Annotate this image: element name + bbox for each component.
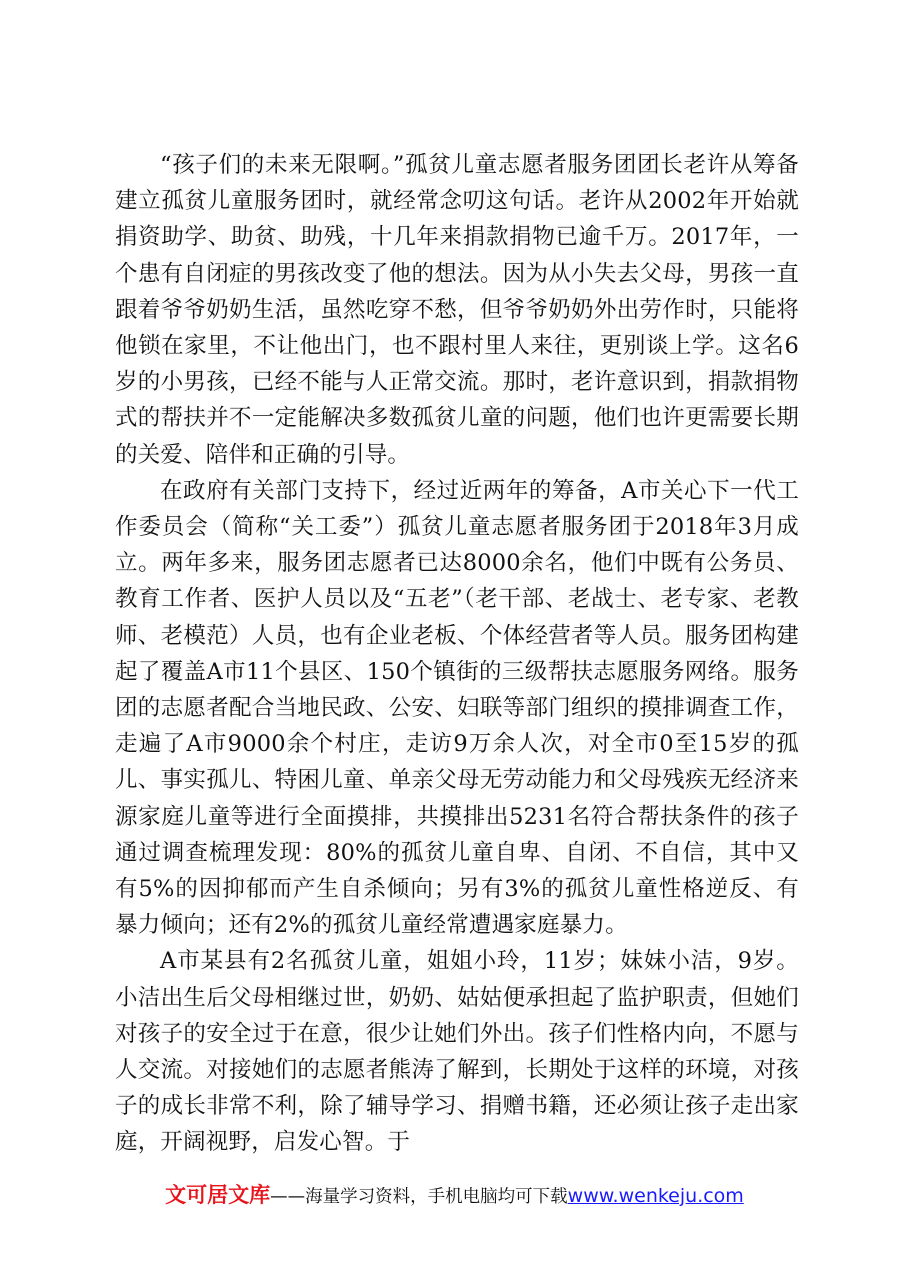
footer-site-link[interactable]: www.wenkeju.com bbox=[567, 1185, 744, 1207]
paragraph-2: 在政府有关部门支持下，经过近两年的筹备，A市关心下一代工作委员会（简称“关工委”）孤贫儿童志愿者服务团于2018年3月成立。两年多来，服务团志愿者已达8000余名，他们中既有公务员、教育工作者、医护人员以及“五老”（老干部、老战士、老专家、老教师、老模范）人员，也有企业老板、个体经营者等人员。服务团构建起了覆盖A市11个县区、150个镇街的三级帮扶志愿服务网络。服务团的志愿者配合当地民政、公安、妇联等部门组织的摸排调查工作，走遍了A市9000余个村庄，走访9万余人次，对全市0至15岁的孤儿、事实孤儿、特困儿童、单亲父母无劳动能力和父母残疾无经济来源家庭儿童等进行全面摸排，共摸排出5231名符合帮扶条件的孩子通过调查梳理发现：80%的孤贫儿童自卑、自闭、不自信，其中又有5%的因抑郁而产生自杀倾向；另有3%的孤贫儿童性格逆反、有暴力倾向；还有2%的孤贫儿童经常遭遇家庭暴力。 bbox=[115, 477, 799, 939]
footer-slogan: ——海量学习资料，手机电脑均可下载 bbox=[270, 1187, 568, 1207]
paragraph-3: A市某县有2名孤贫儿童，姐姐小玲，11岁；妹妹小洁，9岁。小洁出生后父母相继过世，奶奶、姑姑便承担起了监护职责，但她们对孩子的安全过于在意，很少让她们外出。孩子们性格内向，不愿与人交流。对接她们的志愿者熊涛了解到，长期处于这样的环境，对孩子的成长非常不利，除了辅导学习、捐赠书籍，还必须让孩子走出家庭，开阔视野，启发心智。于 bbox=[115, 948, 799, 1156]
footer-brand: 文可居文库 bbox=[165, 1183, 271, 1207]
page-footer bbox=[0, 1181, 909, 1211]
paragraph-1: “孩子们的未来无限啊。”孤贫儿童志愿者服务团团长老许从筹备建立孤贫儿童服务团时，就经常念叨这句话。老许从2002年开始就捐资助学、助贫、助残，十几年来捐款捐物已逾千万。2017年，一个患有自闭症的男孩改变了他的想法。因为从小失去父母，男孩一直跟着爷爷奶奶生活，虽然吃穿不愁，但爷爷奶奶外出劳作时，只能将他锁在家里，不让他出门，也不跟村里人来往，更别谈上学。这名6岁的小男孩，已经不能与人正常交流。那时，老许意识到，捐款捐物式的帮扶并不一定能解决多数孤贫儿童的问题，他们也许更需要长期的关爱、陪伴和正确的引导。 bbox=[115, 152, 799, 468]
article-body bbox=[115, 147, 799, 1161]
